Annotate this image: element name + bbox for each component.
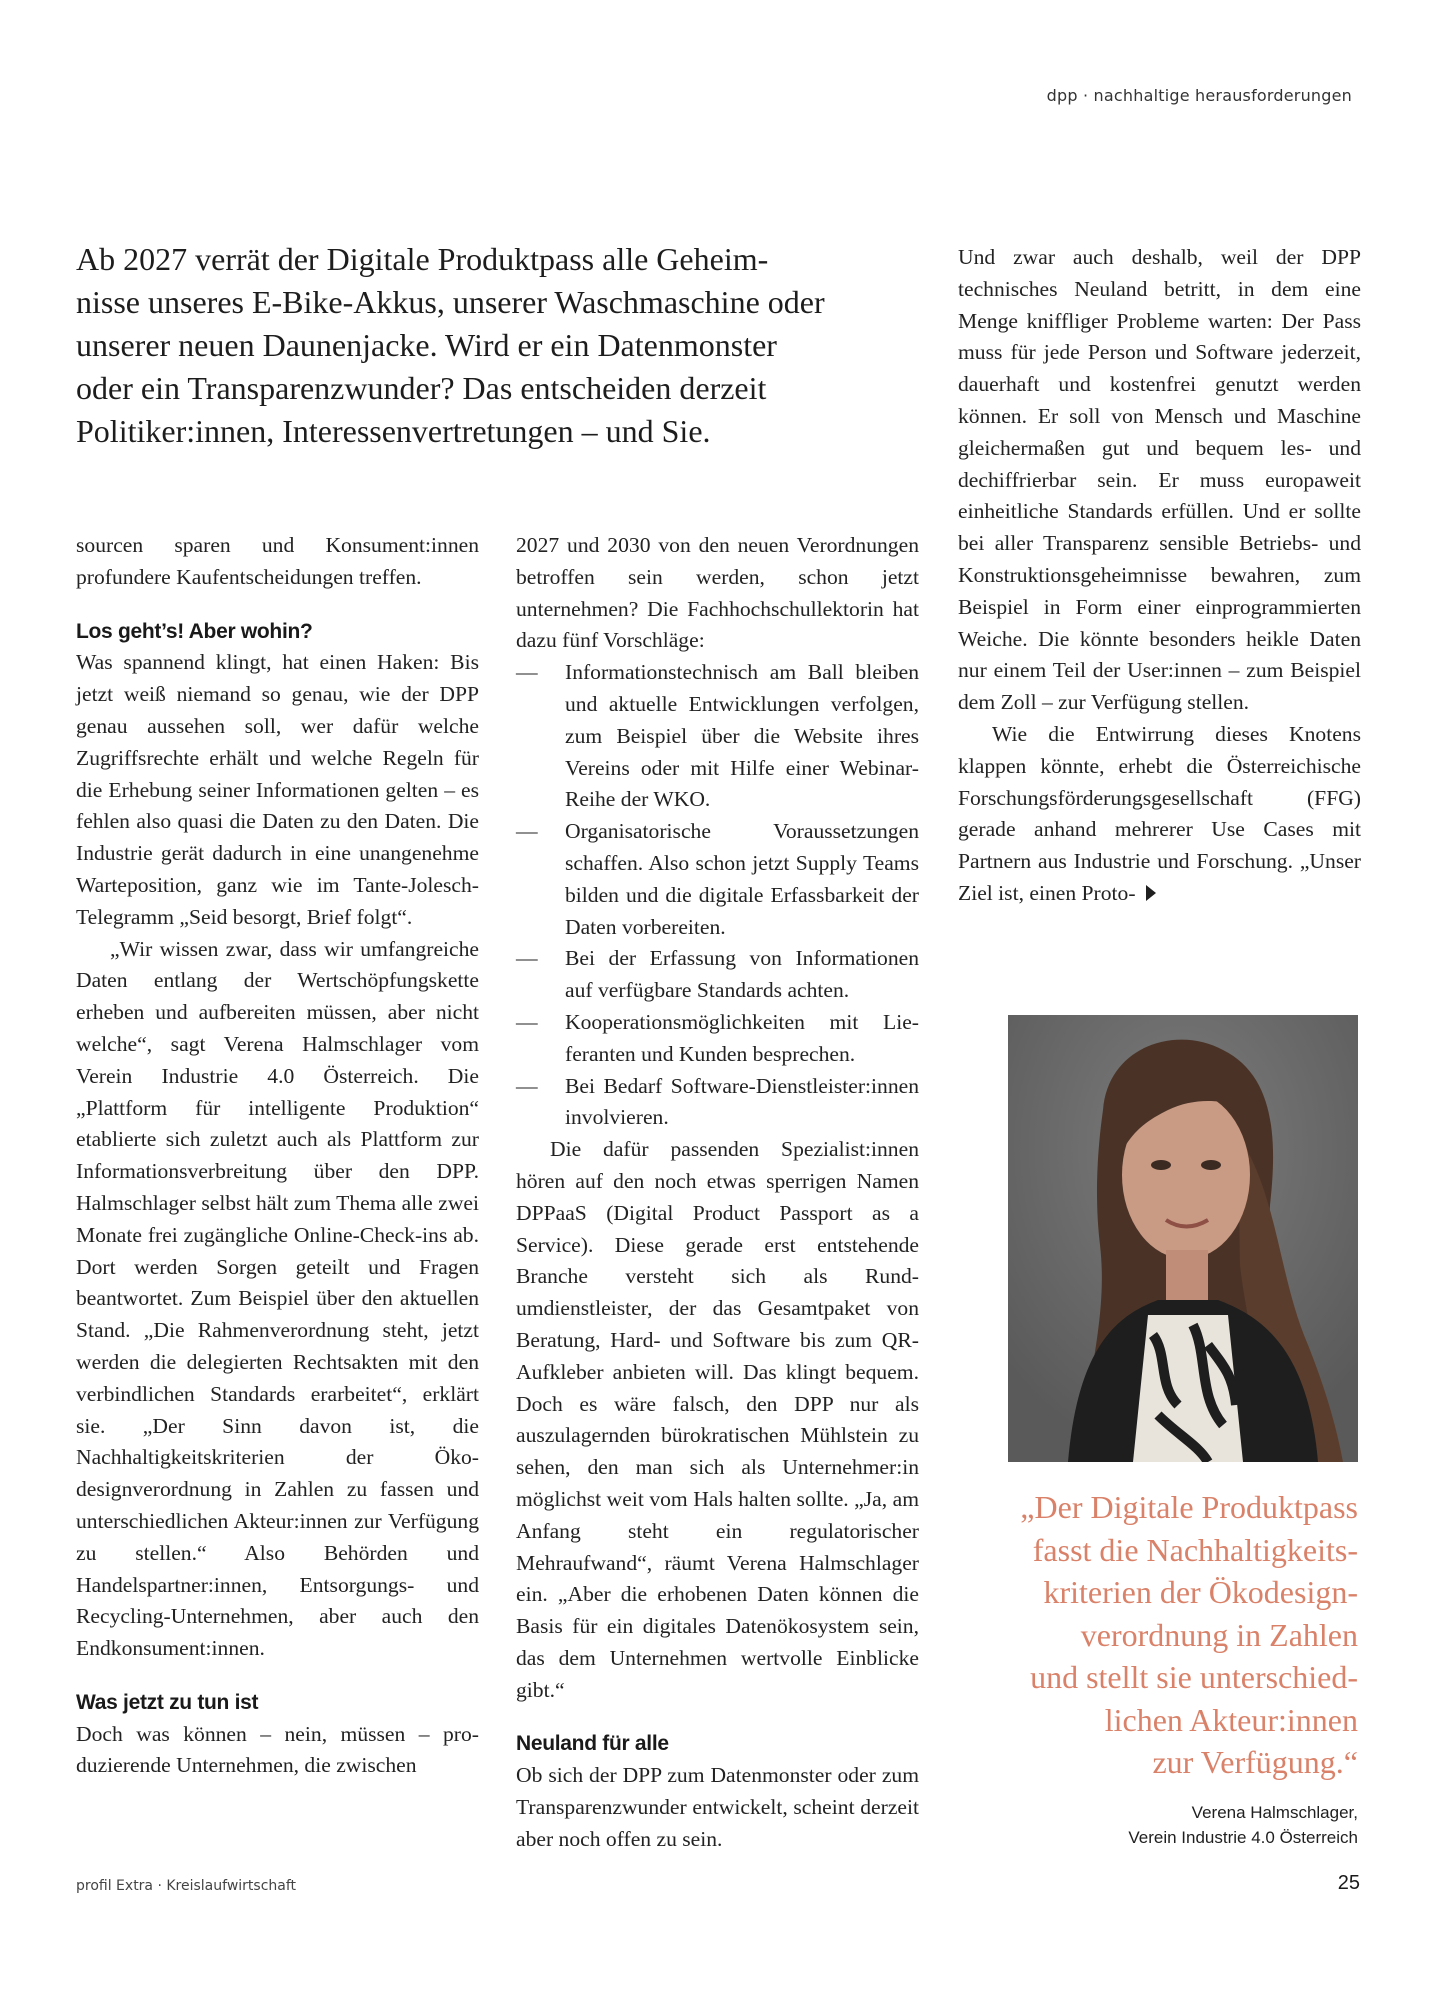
lead-paragraph xyxy=(76,238,866,453)
lead-line: Politiker:innen, Interessenvertretungen – und Sie. xyxy=(76,413,711,449)
recommendation-list xyxy=(516,657,919,1134)
quote-line: lichen Akteur:innen xyxy=(1104,1701,1358,1738)
lead-line: nisse unseres E-Bike-Akkus, unserer Waschmaschine oder xyxy=(76,284,825,320)
body-paragraph: 2027 und 2030 von den neuen Verordnungen betroffen sein werden, schon jetzt unternehmen? Die Fachhochschullektorin hat dazu fünf Vorschläge: xyxy=(516,533,919,653)
quote-attribution xyxy=(1128,1800,1358,1850)
body-paragraph: Und zwar auch deshalb, weil der DPP technisches Neuland betritt, in dem eine Menge kniffliger Probleme warten: Der Pass muss für jede Person und Software jederzeit, dauerhaft und kostenfrei genutzt werden können. Er soll von Mensch und Maschine gleichermaßen gut und bequem les- und dechiffrierbar sein. Er muss europaweit einheitliche Standards erfüllen. Und er sollte bei aller Transparenz sensible Betriebs- und Konstruktionsgeheimnisse bewahren, zum Beispiel in Form einer einprogrammierten Weiche. Die könnte besonders heikle Daten nur einem Teil der User:innen – zum Beispiel dem Zoll – zur Verfügung stellen. xyxy=(958,245,1361,715)
column-1 xyxy=(76,530,479,1782)
attribution-organisation: Verein Industrie 4.0 Österreich xyxy=(1128,1828,1358,1847)
body-paragraph-text: Wie die Entwirrung dieses Knotens klappen könnte, erhebt die Österreichische Forschungsförderungsgesellschaft (FFG) gerade anhand mehrerer Use Cases mit Partnern aus Industrie und Forschung. „Unser Ziel ist, einen Proto- xyxy=(958,721,1361,905)
list-item: — Bei der Erfassung von Informationen auf verfügbare Standards achten. xyxy=(516,943,919,1007)
attribution-name: Verena Halmschlager, xyxy=(1191,1803,1358,1822)
list-item: — Informationstechnisch am Ball bleiben und aktuelle Entwicklungen verfolgen, zum Beispiel über die Website ihres Vereins oder mit Hilfe einer Webinar-Reihe der WKO. xyxy=(516,657,919,816)
subheading-was-jetzt-zu-tun-ist: Was jetzt zu tun ist xyxy=(76,1690,259,1714)
column-2 xyxy=(516,530,919,1856)
portrait-photo xyxy=(1008,1015,1358,1462)
portrait-illustration xyxy=(1008,1015,1358,1462)
list-item: — Organisatorische Voraussetzungen schaffen. Also schon jetzt Supply Teams bilden und die digitale Erfassbarkeit der Daten vorbereiten. xyxy=(516,816,919,943)
quote-line: „Der Digitale Produktpass xyxy=(1020,1489,1358,1525)
list-item: — Kooperationsmöglichkeiten mit Lieferanten und Kunden besprechen. xyxy=(516,1007,919,1071)
body-paragraph: Was spannend klingt, hat einen Haken: Bis jetzt weiß niemand so genau, wie der DPP genau aussehen soll, wer dafür welche Zugriffsrechte erhält und welche Regeln für die Erhebung seiner Informationen gelten – es fehlen also quasi die Daten zu den Daten. Die Industrie gerät dadurch in eine unangenehme Warteposition, ganz wie im Tante-Jolesch-Telegramm „Seid besorgt, Brief folgt“. xyxy=(76,650,479,929)
lead-line: unserer neuen Daunenjacke. Wird er ein Datenmonster xyxy=(76,327,777,363)
subheading-los-gehts: Los geht’s! Aber wohin? xyxy=(76,619,313,643)
subheading-neuland-fuer-alle: Neuland für alle xyxy=(516,1732,669,1756)
body-paragraph xyxy=(958,719,1361,910)
quote-line: verordnung in Zahlen xyxy=(1080,1616,1358,1653)
continue-arrow-icon xyxy=(1146,885,1156,901)
lead-line: oder ein Transparenzwunder? Das entscheiden derzeit xyxy=(76,370,767,406)
body-paragraph: Ob sich der DPP zum Datenmonster oder zum Transparenzwunder entwickelt, scheint derzeit aber noch offen zu sein. xyxy=(516,1763,919,1851)
running-head: dpp · nachhaltige herausforderungen xyxy=(1046,86,1352,105)
lead-line: Ab 2027 verrät der Digitale Produktpass alle Geheim- xyxy=(76,241,769,277)
pull-quote xyxy=(938,1486,1358,1784)
body-paragraph: „Wir wissen zwar, dass wir umfangreiche Daten entlang der Wertschöpfungskette erheben und aufbereiten müssen, aber nicht welche“, sagt Verena Halmschlager vom Verein Industrie 4.0 Österreich. Die „Plattform für intelligente Produktion“ etablierte sich zuletzt auch als Plattform zur Informationsverbreitung über den DPP. Halmschlager selbst hält zum Thema alle zwei Monate frei zugängliche Online-Check-ins ab. Dort werden Sorgen geteilt und Fragen beantwortet. Zum Beispiel über den aktuellen Stand. „Die Rahmenverordnung steht, jetzt werden die delegierten Rechtsakten mit den verbindlichen Standards erarbeitet“, erklärt sie. „Der Sinn davon ist, die Nachhaltigkeitskriterien der Ökodesignverordnung in Zahlen zu fassen und unterschiedlichen Akteur:innen zur Verfügung zu stellen.“ Also Behörden und Handelspartner:innen, Entsorgungs- und Recycling-Unternehmen, aber auch den Endkonsument:innen. xyxy=(76,936,479,1661)
body-paragraph: Die dafür passenden Spezialist:innen hören auf den noch etwas sperrigen Namen DPPaaS (Digital Product Passport as a Service). Diese gerade erst entstehende Branche versteht sich als Rundumdienstleister, der das Gesamtpaket von Beratung, Hard- und Software bis zum QR-Aufkleber anbieten will. Das klingt bequem. Doch es wäre falsch, den DPP nur als auszulagernden bürokratischen Mühlstein zu sehen, den man sich als Unternehmer:in möglichst weit vom Hals halten sollte. „Ja, am Anfang steht ein regulatorischer Mehraufwand“, räumt Verena Halmschlager ein. „Aber die erhobenen Daten können die Basis für ein digitales Datenökosystem sein, das dem Unternehmen wertvolle Einblicke gibt.“ xyxy=(516,1137,919,1702)
column-3 xyxy=(958,242,1361,910)
footer-publication: profil Extra · Kreislaufwirtschaft xyxy=(76,1878,297,1894)
quote-line: fasst die Nachhaltigkeits- xyxy=(1032,1531,1358,1568)
quote-line: kriterien der Ökodesign- xyxy=(1043,1574,1358,1610)
quote-line: und stellt sie unterschied- xyxy=(1030,1659,1358,1695)
list-item: — Bei Bedarf Software-Dienstleister:innen involvieren. xyxy=(516,1071,919,1135)
body-paragraph: sourcen sparen und Konsument:innen profundere Kaufentscheidungen treffen. xyxy=(76,533,479,589)
body-paragraph: Doch was können – nein, müssen – produzierende Unternehmen, die zwischen xyxy=(76,1721,479,1778)
page-number: 25 xyxy=(1337,1872,1360,1894)
quote-line: zur Verfügung.“ xyxy=(1152,1744,1358,1780)
